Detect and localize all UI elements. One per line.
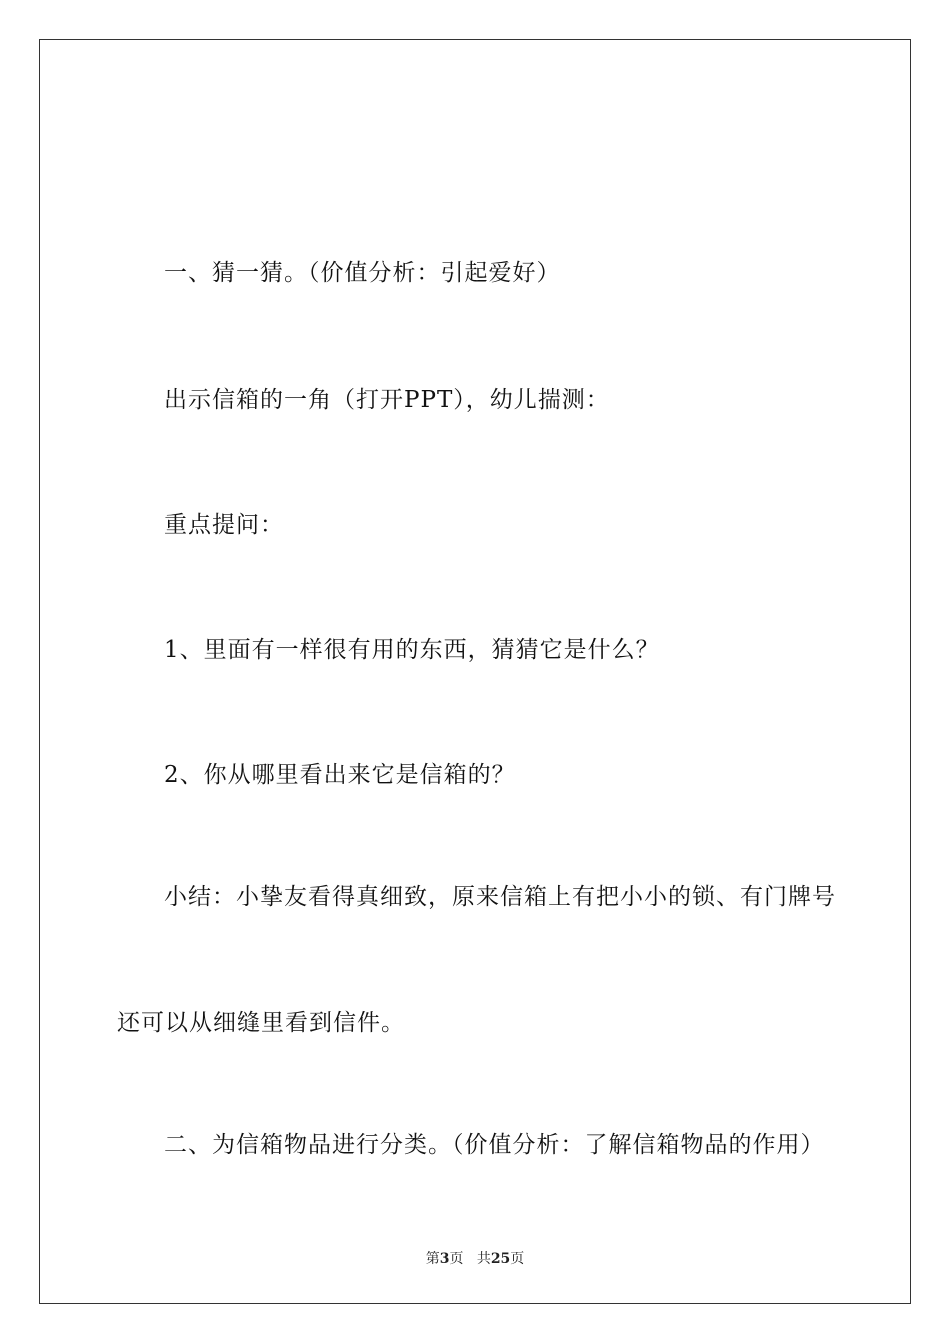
paragraph-key-questions: 重点提问： bbox=[164, 512, 284, 538]
footer-total-pages: 25 bbox=[490, 1251, 511, 1267]
paragraph-summary: 小结：小挚友看得真细致，原来信箱上有把小小的锁、有门牌号 bbox=[164, 884, 836, 910]
page-border bbox=[39, 39, 911, 1304]
footer-total-suffix: 页 bbox=[510, 1251, 525, 1267]
paragraph-summary-continued: 还可以从细缝里看到信件。 bbox=[117, 1010, 405, 1036]
footer-total-prefix: 共 bbox=[476, 1251, 491, 1267]
footer-page-suffix: 页 bbox=[449, 1251, 464, 1267]
footer-page-prefix: 第 bbox=[425, 1251, 440, 1267]
heading-classify: 二、为信箱物品进行分类。（价值分析：了解信箱物品的作用） bbox=[164, 1132, 825, 1158]
question-1: 1、里面有一样很有用的东西，猜猜它是什么？ bbox=[164, 637, 660, 663]
question-2: 2、你从哪里看出来它是信箱的？ bbox=[164, 762, 516, 788]
paragraph-show-mailbox: 出示信箱的一角（打开PPT），幼儿揣测： bbox=[164, 387, 610, 413]
footer-page-number: 3 bbox=[439, 1251, 450, 1267]
heading-guess: 一、猜一猜。（价值分析：引起爱好） bbox=[164, 260, 561, 286]
page-footer bbox=[0, 1248, 950, 1268]
